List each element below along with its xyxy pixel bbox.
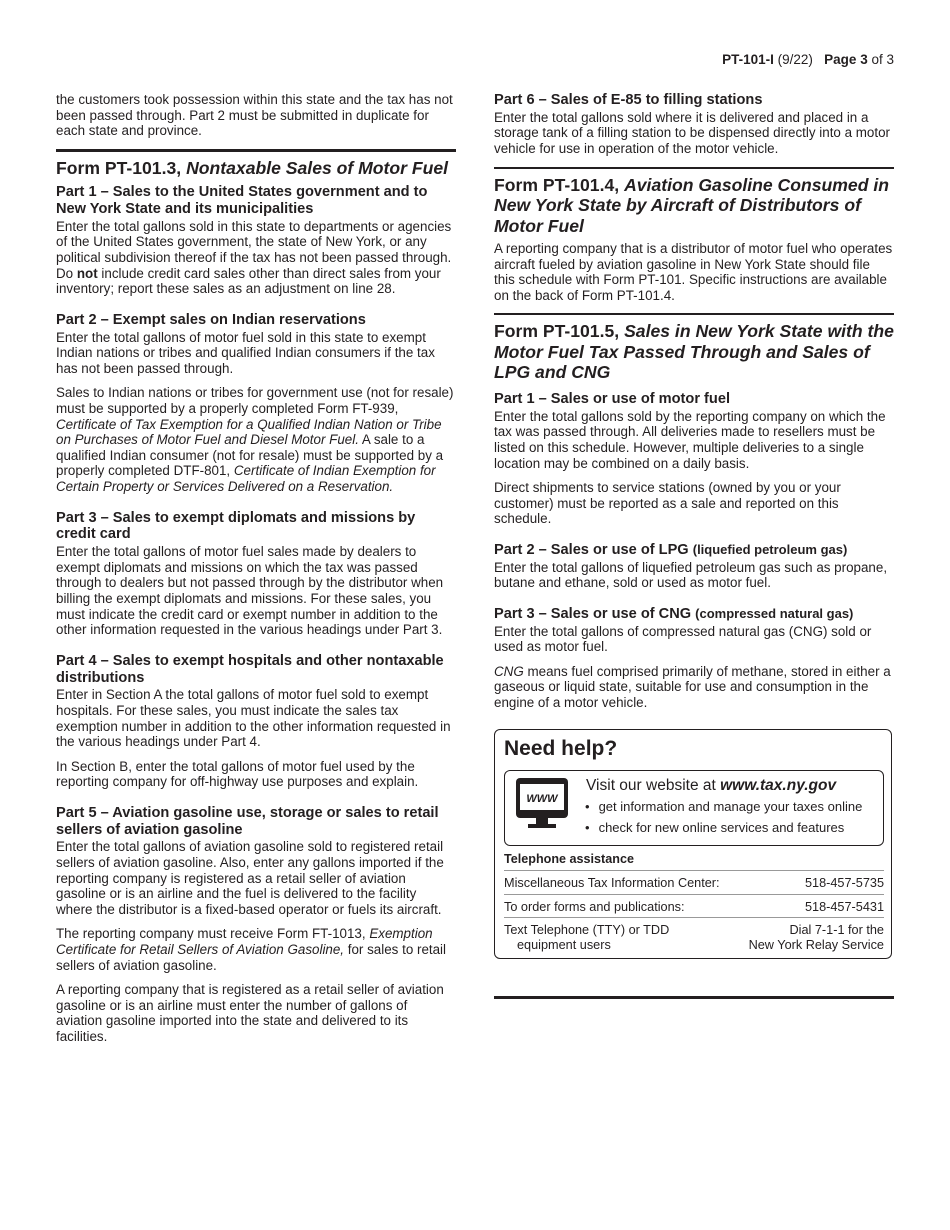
f5-part1-heading: Part 1 – Sales or use of motor fuel <box>494 390 731 407</box>
f5-part2-heading: Part 2 – Sales or use of LPG (liquefied petroleum gas) <box>494 541 848 558</box>
tel-row: Miscellaneous Tax Information Center: 518-457-5735 <box>504 870 884 894</box>
tel-row: To order forms and publications: 518-457-5431 <box>504 894 884 918</box>
part1-heading: Part 1 – Sales to the United States government and to New York State and its municipalities <box>56 184 428 218</box>
visit-website-line: Visit our website at www.tax.ny.gov <box>586 777 837 794</box>
page-header <box>722 52 894 67</box>
part1-text: Enter the total gallons sold in this state to departments or agencies of the United States government, the state of New York, or any political subdivision thereof if the tax has not been passed through. Do not include credit card sales other than direct sales from your inventory; report these sales as an adjustment on line 28. <box>56 218 452 297</box>
bullet-item: • check for new online services and features <box>585 820 862 835</box>
part6-text: Enter the total gallons sold where it is delivered and placed in a storage tank of a filling station to be dispensed directly into a motor vehicle for use in operation of the motor vehicle. <box>494 109 890 156</box>
website-bullets <box>585 799 862 841</box>
part5-heading: Part 5 – Aviation gasoline use, storage or sales to retail sellers of aviation gasoline <box>56 804 439 838</box>
f5-part3-text: Enter the total gallons of compressed natural gas (CNG) sold or used as motor fuel. <box>494 623 872 655</box>
part4-text-b: In Section B, enter the total gallons of motor fuel used by the reporting company for off-highway use purposes and explain. <box>56 758 419 790</box>
tel-row: Text Telephone (TTY) or TDD equipment users Dial 7-1-1 for the New York Relay Service <box>504 917 884 955</box>
part5-text-c: A reporting company that is registered as a retail seller of aviation gasoline or is an airline must enter the number of gallons of aviation gasoline imported into the state and delivered to its facilities. <box>56 982 444 1045</box>
part6-heading: Part 6 – Sales of E-85 to filling stations <box>494 92 763 108</box>
cng-definition: CNG means fuel comprised primarily of methane, stored in either a gaseous or liquid state, suitable for use and consumption in the engine of a motor vehicle. <box>494 663 891 711</box>
bullet-item: • get information and manage your taxes online <box>585 799 862 814</box>
www-text: WWW <box>526 793 558 805</box>
right-column <box>494 92 894 720</box>
need-help-title: Need help? <box>504 737 618 760</box>
section-divider <box>494 313 894 315</box>
part4-heading: Part 4 – Sales to exempt hospitals and other nontaxable distributions <box>56 652 444 686</box>
section-divider <box>56 149 456 152</box>
form-date: (9/22) <box>777 52 813 67</box>
computer-monitor-icon <box>514 775 570 831</box>
f5-part1-text: Enter the total gallons sold by the reporting company on which the tax was passed through. All deliveries made to resellers must be listed on this schedule. However, multiple deliveries to a single location may be combined on a daily basis. <box>494 408 886 471</box>
website-link[interactable]: www.tax.ny.gov <box>720 777 837 794</box>
telephone-assistance-title: Telephone assistance <box>504 852 634 866</box>
form-id: PT-101-I <box>722 52 774 67</box>
section-divider <box>494 167 894 169</box>
website-box <box>504 770 884 846</box>
telephone-table <box>504 870 884 955</box>
form-pt-101-5-title: Form PT-101.5, Sales in New York State with the Motor Fuel Tax Passed Through and Sales of LPG and CNG <box>494 321 894 383</box>
f5-part3-heading: Part 3 – Sales or use of CNG (compressed natural gas) <box>494 605 854 622</box>
bottom-divider <box>494 996 894 999</box>
part2-heading: Part 2 – Exempt sales on Indian reservations <box>56 311 366 328</box>
form-pt-101-4-title: Form PT-101.4, Aviation Gasoline Consumed in New York State by Aircraft of Distributors of Motor Fuel <box>494 174 889 236</box>
part2-text-b: Sales to Indian nations or tribes for government use (not for resale) must be supported by a properly completed Form FT-939, Certificate of Tax Exemption for a Qualified Indian Nation or Tribe on Purchases of Motor Fuel and Diesel Motor Fuel. A sale to a qualified Indian consumer (not for resale) must be supported by a properly completed DTF-801, Certificate of Indian Exemption for Certain Property or Services Delivered on a Reservation. <box>56 385 454 494</box>
part2-text: Enter the total gallons of motor fuel sold in this state to exempt Indian nations or tribes and qualified Indian consumers if the tax has not been passed through. <box>56 329 435 376</box>
page-of: of 3 <box>871 52 894 67</box>
part5-text-b: The reporting company must receive Form FT-1013, Exemption Certificate for Retail Sellers of Aviation Gasoline, for sales to retail sellers of aviation gasoline. <box>56 926 447 973</box>
part4-text: Enter in Section A the total gallons of motor fuel sold to exempt hospitals. For these sales, you must indicate the sales tax exemption number in addition to the other information requested in the various headings under Part 4. <box>56 687 451 750</box>
form-pt-101-3-title: Form PT-101.3, Nontaxable Sales of Motor Fuel <box>56 157 449 178</box>
need-help-box <box>494 729 892 959</box>
f5-part2-text: Enter the total gallons of liquefied petroleum gas such as propane, butane and ethane, sold or used as motor fuel. <box>494 559 888 591</box>
f5-part1-text-b: Direct shipments to service stations (owned by you or your customer) must be reported as a sale and reported on this schedule. <box>494 480 841 527</box>
intro-paragraph: the customers took possession within this state and the tax has not been passed through. Part 2 must be submitted in duplicate for each state and province. <box>56 92 453 139</box>
part3-heading: Part 3 – Sales to exempt diplomats and missions by credit card <box>56 509 416 543</box>
left-column <box>56 92 456 1054</box>
part5-text: Enter the total gallons of aviation gasoline sold to registered retail sellers of aviation gasoline. Also, enter any gallons imported if the reporting company is registered as a retail seller of aviation gasoline or is an airline and the fuel is delivered to the facility where the distributor is a fixed-based operator or fuels its aircraft. <box>56 839 444 917</box>
part3-text: Enter the total gallons of motor fuel sales made by dealers to exempt diplomats and missions on which the tax was passed through to dealers but not passed through by the distributor when billing the exempt diplomats and missions. For these sales, you must indicate the credit card or exempt number in addition to the other information requested in the various headings under Part 3. <box>56 544 444 638</box>
form-pt-101-4-text: A reporting company that is a distributor of motor fuel who operates aircraft fueled by aviation gasoline in New York State should file this schedule with Form PT-101. Specific instructions are available on the back of Form PT-101.4. <box>494 241 893 303</box>
page-label: Page 3 <box>824 52 868 67</box>
